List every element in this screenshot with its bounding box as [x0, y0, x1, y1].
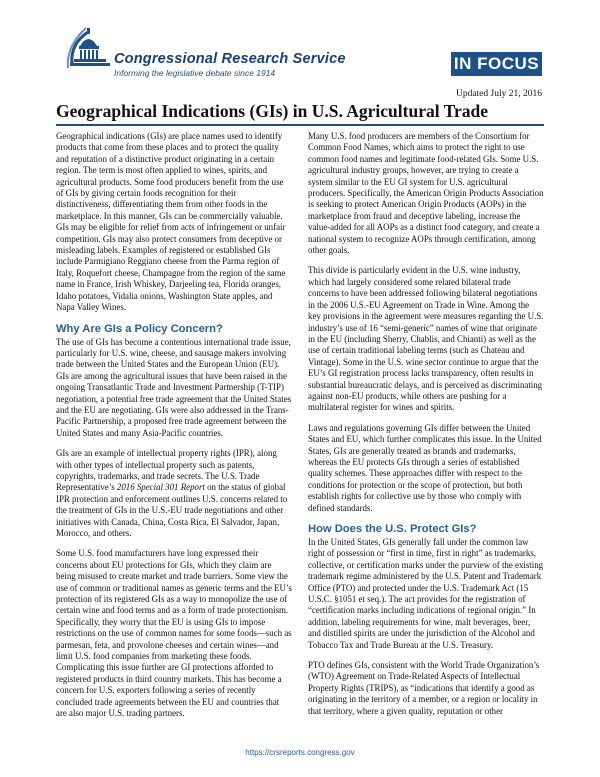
- section-heading: Why Are GIs a Policy Concern?: [56, 322, 223, 335]
- updated-date: Updated July 21, 2016: [455, 89, 542, 99]
- paragraph: The use of GIs has become a contentious international trade issue, particularly for U.S. wine, cheese, and sausage makers involving trade between the United States and the European Union (EU). GIs are among the agricultural issues that have been raised in the ongoing Transatlantic Trade and Investment Partnership (T-TIP) negotiation, a potential free trade agreement that the United States and the EU are negotiating. GIs were also addressed in the Trans-Pacific Partnership, a proposed free trade agreement between the United States and many Asia-Pacific countries.: [56, 336, 292, 438]
- left-column: [56, 131, 292, 729]
- paragraph: Some U.S. food manufacturers have long expressed their concerns about EU protections for GIs, which they claim are being misused to create market and trade barriers. Some view the use of common or traditional names as generic terms and the EU’s protection of its registered GIs as a way to monopolize the use of certain wine and food terms and as a form of trade protectionism. Specifically, they worry that the EU is using GIs to impose restrictions on the use of common names for some foods—such as parmesan, feta, and provolone cheeses and certain wines—and limit U.S. food companies from marketing these foods. Complicating this issue further are GI protections afforded to registered products in third country markets. This has become a concern for U.S. exporters following a series of recently concluded trade agreements between the EU and countries that are also major U.S. trading partners.: [56, 548, 292, 719]
- footer-link[interactable]: https://crsreports.congress.gov: [245, 748, 355, 757]
- paragraph: In the United States, GIs generally fall under the common law right of possession or “first in time, first in right” as trademarks, collective, or certification marks under the purview of the existing trademark regime administered by the U.S. Patent and Trademark Office (PTO) and protected under the U.S. Trademark Act (15 U.S.C. §1051 et seq.). The act provides for the registration of “certification marks including indications of regional origin.” In addition, labeling requirements for wine, malt beverages, beer, and distilled spirits are under the jurisdiction of the Alcohol and Tobacco Tax and Trade Bureau at the U.S. Treasury.: [308, 537, 544, 650]
- capitol-dome-icon: [66, 24, 112, 76]
- right-column: [308, 131, 544, 726]
- in-focus-badge: IN FOCUS: [451, 52, 542, 76]
- paragraph-text: GIs are an example of intellectual property rights (IPR), along with other types of intellectual property such as patents, copyrights, trademarks, and trade secrets. The U.S. Trade Representative’s: [56, 448, 277, 493]
- org-name: Congressional Research Service: [114, 51, 346, 67]
- crs-logo[interactable]: [66, 24, 346, 80]
- report-title: 2016 Special 301 Report: [116, 482, 205, 493]
- paragraph: Geographical indications (GIs) are place names used to identify products that come from these places and to protect the quality and reputation of a distinctive product originating in a certain region. The term is most often applied to wines, spirits, and agricultural products. Some food producers benefit from the use of GIs by giving certain foods recognition for their distinctiveness, differentiating them from other foods in the marketplace. In this manner, GIs can be commercially valuable. GIs may be eligible for relief from acts of infringement or unfair competition. GIs may also protect consumers from deceptive or misleading labels. Examples of registered or established GIs include Parmigiano Reggiano cheese from the Parma region of Italy, Roquefort cheese, Champagne from the region of the same name in France, Irish Whiskey, Darjeeling tea, Florida oranges, Idaho potatoes, Vidalia onions, Washington State apples, and Napa Valley Wines.: [56, 131, 286, 313]
- paragraph: [56, 448, 292, 539]
- paragraph: Laws and regulations governing GIs differ between the United States and EU, which further complicates this issue. In the United States, GIs are generally treated as brands and trademarks, whereas the EU protects GIs through a series of established quality schemes. These approaches differ with respect to the conditions for protection or the scope of protection, but both establish rights for collective use by those who comply with defined standards.: [308, 422, 542, 513]
- org-tagline: Informing the legislative debate since 1914: [114, 68, 276, 78]
- paragraph: PTO defines GIs, consistent with the World Trade Organization’s (WTO) Agreement on Trade-Related Aspects of Intellectual Property Rights (TRIPS), as “indications that identify a good as originating in the territory of a member, or a region or locality in that territory, where a given quality, reputation or other: [308, 660, 540, 716]
- section-heading: How Does the U.S. Protect GIs?: [308, 523, 477, 535]
- paragraph-text: on the status of global IPR protection and enforcement outlines U.S. concerns related to the treatment of GIs in the U.S.-EU trade negotiations and other initiatives with Canada, China, Costa Rica, El Salvador, Japan, Morocco, and others.: [56, 482, 288, 538]
- title-divider: [56, 124, 544, 126]
- paragraph: Many U.S. food producers are members of the Consortium for Common Food Names, which aims to protect the right to use common food names and legitimate food-related GIs. Some U.S. agricultural industry groups, however, are trying to create a system similar to the EU GI system for U.S. agricultural producers. Specifically, the American Origin Products Association is seeking to protect American Origin Products (AOPs) in the marketplace from fraud and deceptive labeling, increase the value-added for all AOPs as a distinct food category, and create a national system to recognize AOPs through certification, among other goals.: [308, 131, 544, 256]
- paragraph: This divide is particularly evident in the U.S. wine industry, which had largely considered some related bilateral trade concerns to have been addressed following bilateral negotiations in the 2006 U.S.-EU Agreement on Trade in Wine. Among the key provisions in the agreement were measures regarding the U.S. industry’s use of 16 “semi-generic” names of wine that originate in the EU (including Sherry, Chablis, and Chianti) as well as the use of certain traditional labeling terms (such as Chateau and Vintage). Some in the U.S. wine sector continue to argue that the EU’s GI registration process lacks transparency, often results in substantial bureaucratic delays, and is perceived as discriminating against non-EU products, while others are pushing for a multilateral register for wines and spirits.: [308, 265, 544, 413]
- page-title: Geographical Indications (GIs) in U.S. Agricultural Trade: [56, 101, 489, 121]
